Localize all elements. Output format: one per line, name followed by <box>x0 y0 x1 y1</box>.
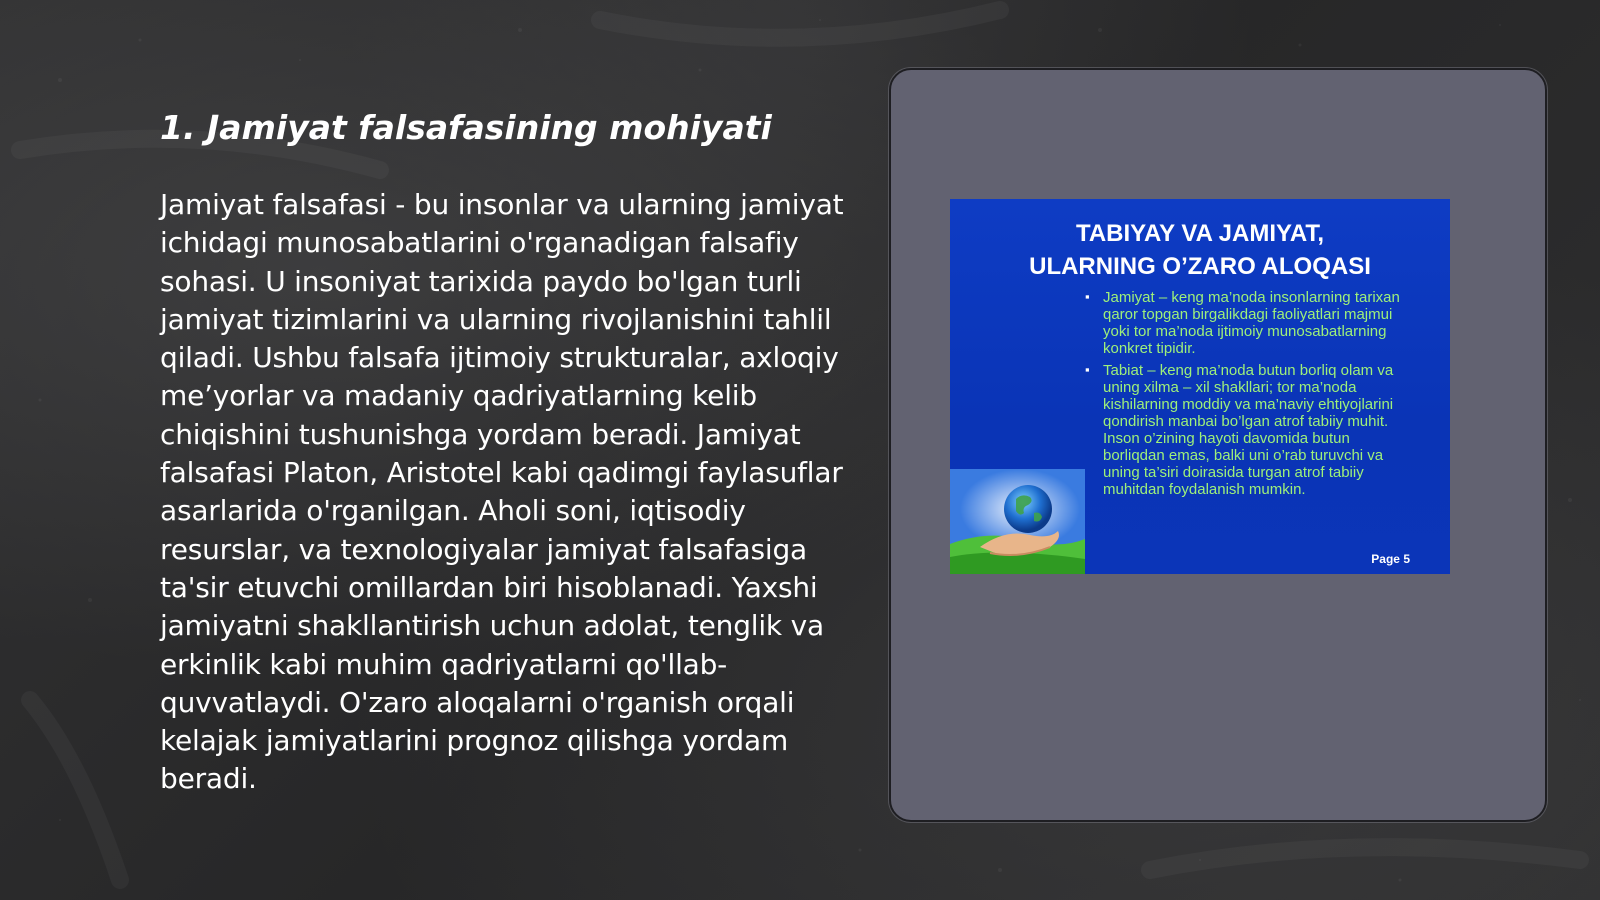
embedded-slide-image <box>950 199 1450 574</box>
slide-bullet-item <box>1085 362 1415 498</box>
slide-bullet-list <box>1085 289 1415 503</box>
slide-bullet-item <box>1085 289 1415 357</box>
bullet-icon: ▪ <box>1085 289 1090 304</box>
body-paragraph: Jamiyat falsafasi - bu insonlar va ularning jamiyat ichidagi munosabatlarini o'rganadigan falsafiy sohasi. U insoniyat tarixida paydo bo'lgan turli jamiyat tizimlarini va ularning rivojlanishini tahlil qiladi. Ushbu falsafa ijtimoiy strukturalar, axloqiy me’yorlar va madaniy qadriyatlarning kelib chiqishini tushunishga yordam beradi. Jamiyat falsafasi Platon, Aristotel kabi qadimgi faylasuflar asarlarida o'rganilgan. Aholi soni, iqtisodiy resurslar, va texnologiyalar jamiyat falsafasiga ta'sir etuvchi omillardan biri hisoblanadi. Yaxshi jamiyatni shakllantirish uchun adolat, tenglik va erkinlik kabi muhim qadriyatlarni qo'llab-quvvatlaydi. O'zaro aloqalarni o'rganish orqali kelajak jamiyatlarini prognoz qilishga yordam beradi. <box>160 188 844 796</box>
slide-title-line: ULARNING O’ZARO ALOQASI <box>1029 253 1371 280</box>
slide-bullet-text: Tabiat – keng ma’noda butun borliq olam va uning xilma – xil shakllari; tor ma’noda kishilarning moddiy va ma’naviy ehtiyojlarini qondirish manbai bo’lgan atrof tabiiy muhit. Inson o’zining hayoti davomida butun borliqdan emas, balki uni o’rab turuvchi va uning ta’siri doirasida turgan atrof tabiiy muhitdan foydalanish mumkin. <box>1103 362 1394 498</box>
bullet-icon: ▪ <box>1085 362 1090 377</box>
slide-title <box>950 217 1450 283</box>
slide-page-number: Page 5 <box>1371 552 1410 566</box>
slide-title-line: TABIYAY VA JAMIYAT, <box>1075 220 1325 247</box>
section-heading: 1. Jamiyat falsafasining mohiyati <box>160 108 772 147</box>
slide-bullet-text: Jamiyat – keng ma’noda insonlarning tarixan qaror topgan birgalikdagi faoliyatlari majmui yoki tor ma’noda ijtimoiy munosabatlarning konkret tipidir. <box>1103 289 1400 357</box>
globe-in-hand-icon <box>950 469 1085 574</box>
